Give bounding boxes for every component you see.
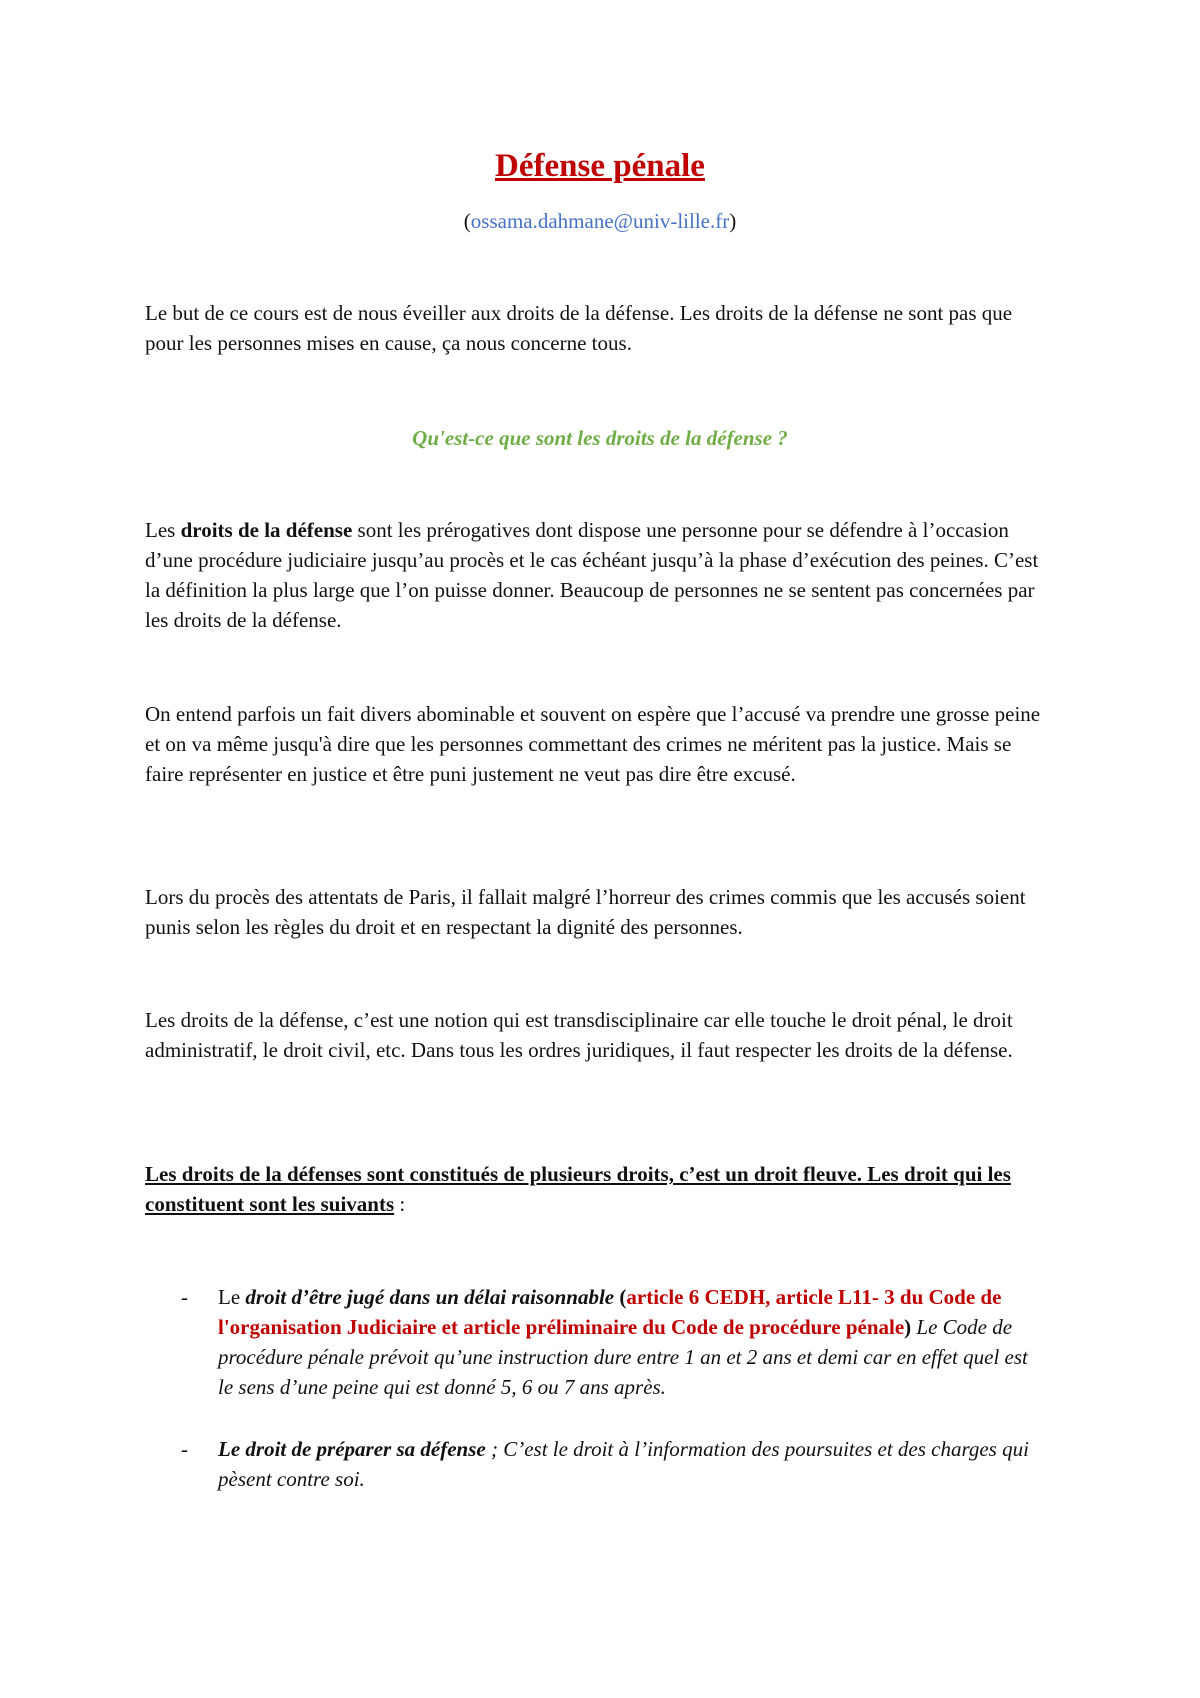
text: Le [218,1285,246,1309]
paren: ( [614,1285,627,1309]
list-item [181,1282,1048,1402]
transdisciplinaire-paragraph: Les droits de la défense, c’est une notion qui est transdisciplinaire car elle touche le droit pénal, le droit administratif, le droit civil, etc. Dans tous les ordres juridiques, il faut respecter les droits de la défense. [145,1008,1013,1062]
bold-italic-term: Le droit de préparer sa défense [218,1437,486,1461]
intro-paragraph: Le but de ce cours est de nous éveiller aux droits de la défense. Les droits de la défense ne sont pas que pour les personnes mises en cause, ça nous concerne tous. [145,301,1013,355]
list-heading-text: Les droits de la défenses sont constitués de plusieurs droits, c’est un droit fleuve. Les droit qui les constituent sont les suivants [145,1162,1011,1216]
document-title: Défense pénale [495,148,705,184]
author-email-line [0,206,1200,236]
dash-bullet: - [181,1437,188,1461]
list-heading-suffix: : [394,1192,406,1216]
list-item [181,1434,1048,1494]
dash-bullet: - [181,1285,188,1309]
email-link[interactable]: ossama.dahmane@univ-lille.fr [470,209,730,233]
definition-paragraph [145,515,1045,635]
question-heading: Qu'est-ce que sont les droits de la défense ? [412,426,788,450]
fait-divers-paragraph: On entend parfois un fait divers abominable et souvent on espère que l’accusé va prendre une grosse peine et on va même jusqu'à dire que les personnes commettant des crimes ne méritent pas la justice. Mais se faire représenter en justice et être puni justement ne veut pas dire être excusé. [145,702,1041,786]
bold-term: droits de la défense [180,518,353,542]
paren-open: ( [463,209,471,233]
list-heading [145,1159,1045,1219]
legal-reference: article 6 CEDH, article L11- 3 du Code de l'organisation Judiciaire et article préliminaire du Code de procédure pénale [218,1285,1002,1339]
italic-text: Le Code de procédure pénale prévoit qu’une instruction dure entre 1 an et 2 ans et demi car en effet quel est le sens d’une peine qui est donné 5, 6 ou 7 ans après. [218,1315,1028,1399]
bold-italic-term: droit d’être jugé dans un délai raisonnable [245,1285,615,1309]
attentats-paragraph: Lors du procès des attentats de Paris, il fallait malgré l’horreur des crimes commis que les accusés soient punis selon les règles du droit et en respectant la dignité des personnes. [145,885,1026,939]
text: Les [145,518,181,542]
paren: ) [904,1315,912,1339]
italic-text: ; C’est le droit à l’information des poursuites et des charges qui pèsent contre soi. [218,1437,1029,1491]
paren-close: ) [729,209,737,233]
text: sont les prérogatives dont dispose une personne pour se défendre à l’occasion d’une procédure judiciaire jusqu’au procès et le cas échéant jusqu’à la phase d’exécution des peines. C’est la définition la plus large que l’on puisse donner. Beaucoup de personnes ne se sentent pas concernées par les droits de la défense. [145,518,1039,632]
